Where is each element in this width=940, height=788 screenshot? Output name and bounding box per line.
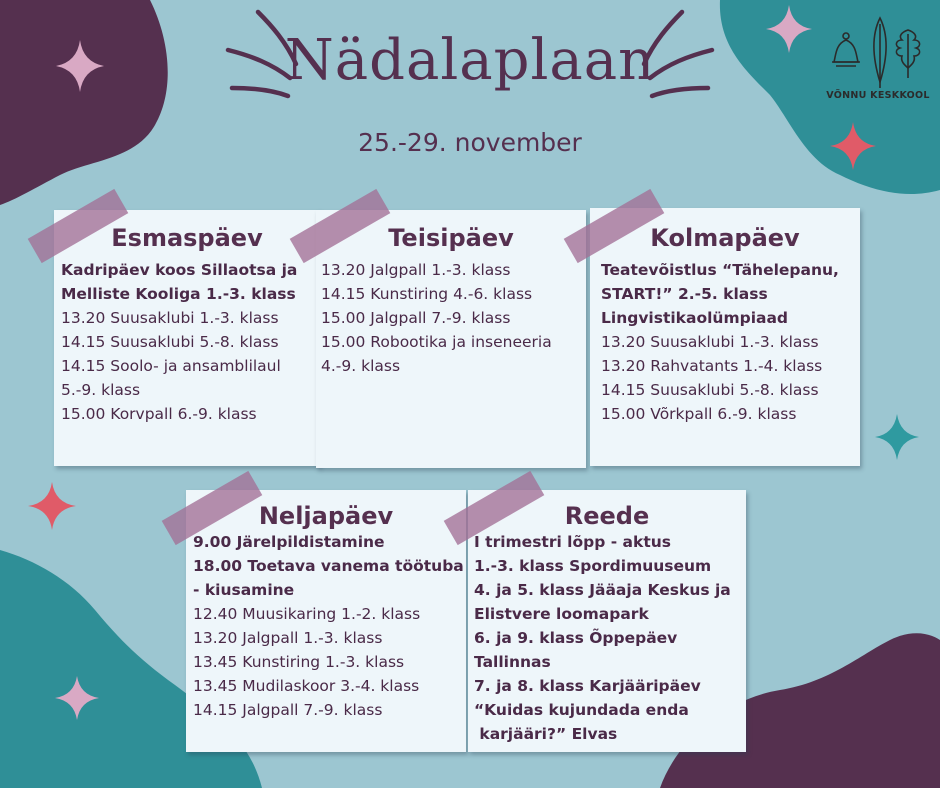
list-item: 13.45 Kunstiring 1.-3. klass — [193, 653, 405, 671]
day-title-wednesday: Kolmapäev — [650, 224, 800, 252]
list-item: 6. ja 9. klass Õppepäev — [474, 629, 678, 647]
bell-icon — [832, 33, 860, 66]
list-item: 14.15 Jalgpall 7.-9. klass — [193, 701, 383, 719]
list-item: 15.00 Võrkpall 6.-9. klass — [601, 405, 797, 423]
star-red-left — [28, 482, 76, 530]
feather-icon — [874, 18, 886, 88]
list-item: 13.20 Suusaklubi 1.-3. klass — [601, 333, 819, 351]
oak-leaf-icon — [896, 30, 919, 78]
page-title: Nädalaplaan — [284, 28, 656, 93]
list-item: 14.15 Suusaklubi 5.-8. klass — [61, 333, 279, 351]
list-item: “Kuidas kujundada enda — [474, 701, 689, 719]
date-range: 25.-29. november — [358, 128, 582, 157]
list-item: 12.40 Muusikaring 1.-2. klass — [193, 605, 421, 623]
list-item: 13.20 Rahvatants 1.-4. klass — [601, 357, 823, 375]
list-item: Lingvistikaolümpiaad — [601, 309, 789, 327]
list-item: 9.00 Järelpildistamine — [193, 533, 385, 551]
list-item: I trimestri lõpp - aktus — [474, 533, 671, 551]
list-item: 15.00 Korvpall 6.-9. klass — [61, 405, 257, 423]
day-title-tuesday: Teisipäev — [388, 224, 514, 252]
list-item: Elistvere loomapark — [474, 605, 649, 623]
list-item: 13.20 Jalgpall 1.-3. klass — [193, 629, 383, 647]
day-title-friday: Reede — [564, 502, 650, 530]
day-card-tuesday — [316, 210, 586, 468]
list-item: 13.20 Suusaklubi 1.-3. klass — [61, 309, 279, 327]
list-item: Kadripäev koos Sillaotsa ja — [61, 261, 298, 279]
school-name: VÕNNU KESKKOOL — [826, 90, 930, 101]
list-item: 4. ja 5. klass Jääaja Keskus ja — [474, 581, 731, 599]
list-item: 18.00 Toetava vanema töötuba — [193, 557, 464, 575]
day-card-wednesday — [590, 208, 860, 466]
day-card-monday — [54, 210, 320, 466]
list-item: START!” 2.-5. klass — [601, 285, 768, 303]
star-teal-right — [875, 414, 919, 460]
school-logo — [822, 16, 932, 101]
list-item: 14.15 Soolo- ja ansamblilaul — [61, 357, 281, 375]
list-item: 13.20 Jalgpall 1.-3. klass — [321, 261, 511, 279]
day-title-thursday: Neljapäev — [258, 502, 394, 530]
list-item: 4.-9. klass — [321, 357, 401, 375]
list-item: Teatevõistlus “Tähelepanu, — [601, 261, 839, 279]
list-item: 13.45 Mudilaskoor 3.-4. klass — [193, 677, 420, 695]
list-item: 14.15 Kunstiring 4.-6. klass — [321, 285, 533, 303]
list-item: 15.00 Robootika ja inseneeria — [321, 333, 552, 351]
list-item: Tallinnas — [474, 653, 551, 671]
list-item: Melliste Kooliga 1.-3. klass — [61, 285, 296, 303]
day-title-monday: Esmaspäev — [111, 224, 263, 252]
list-item: karjääri?” Elvas — [474, 725, 618, 743]
list-item: 5.-9. klass — [61, 381, 141, 399]
day-card-thursday — [186, 490, 466, 752]
list-item: 7. ja 8. klass Karjääripäev — [474, 677, 701, 695]
day-card-friday — [468, 490, 746, 752]
list-item: - kiusamine — [193, 581, 295, 599]
list-item: 15.00 Jalgpall 7.-9. klass — [321, 309, 511, 327]
list-item: 14.15 Suusaklubi 5.-8. klass — [601, 381, 819, 399]
list-item: 1.-3. klass Spordimuuseum — [474, 557, 712, 575]
